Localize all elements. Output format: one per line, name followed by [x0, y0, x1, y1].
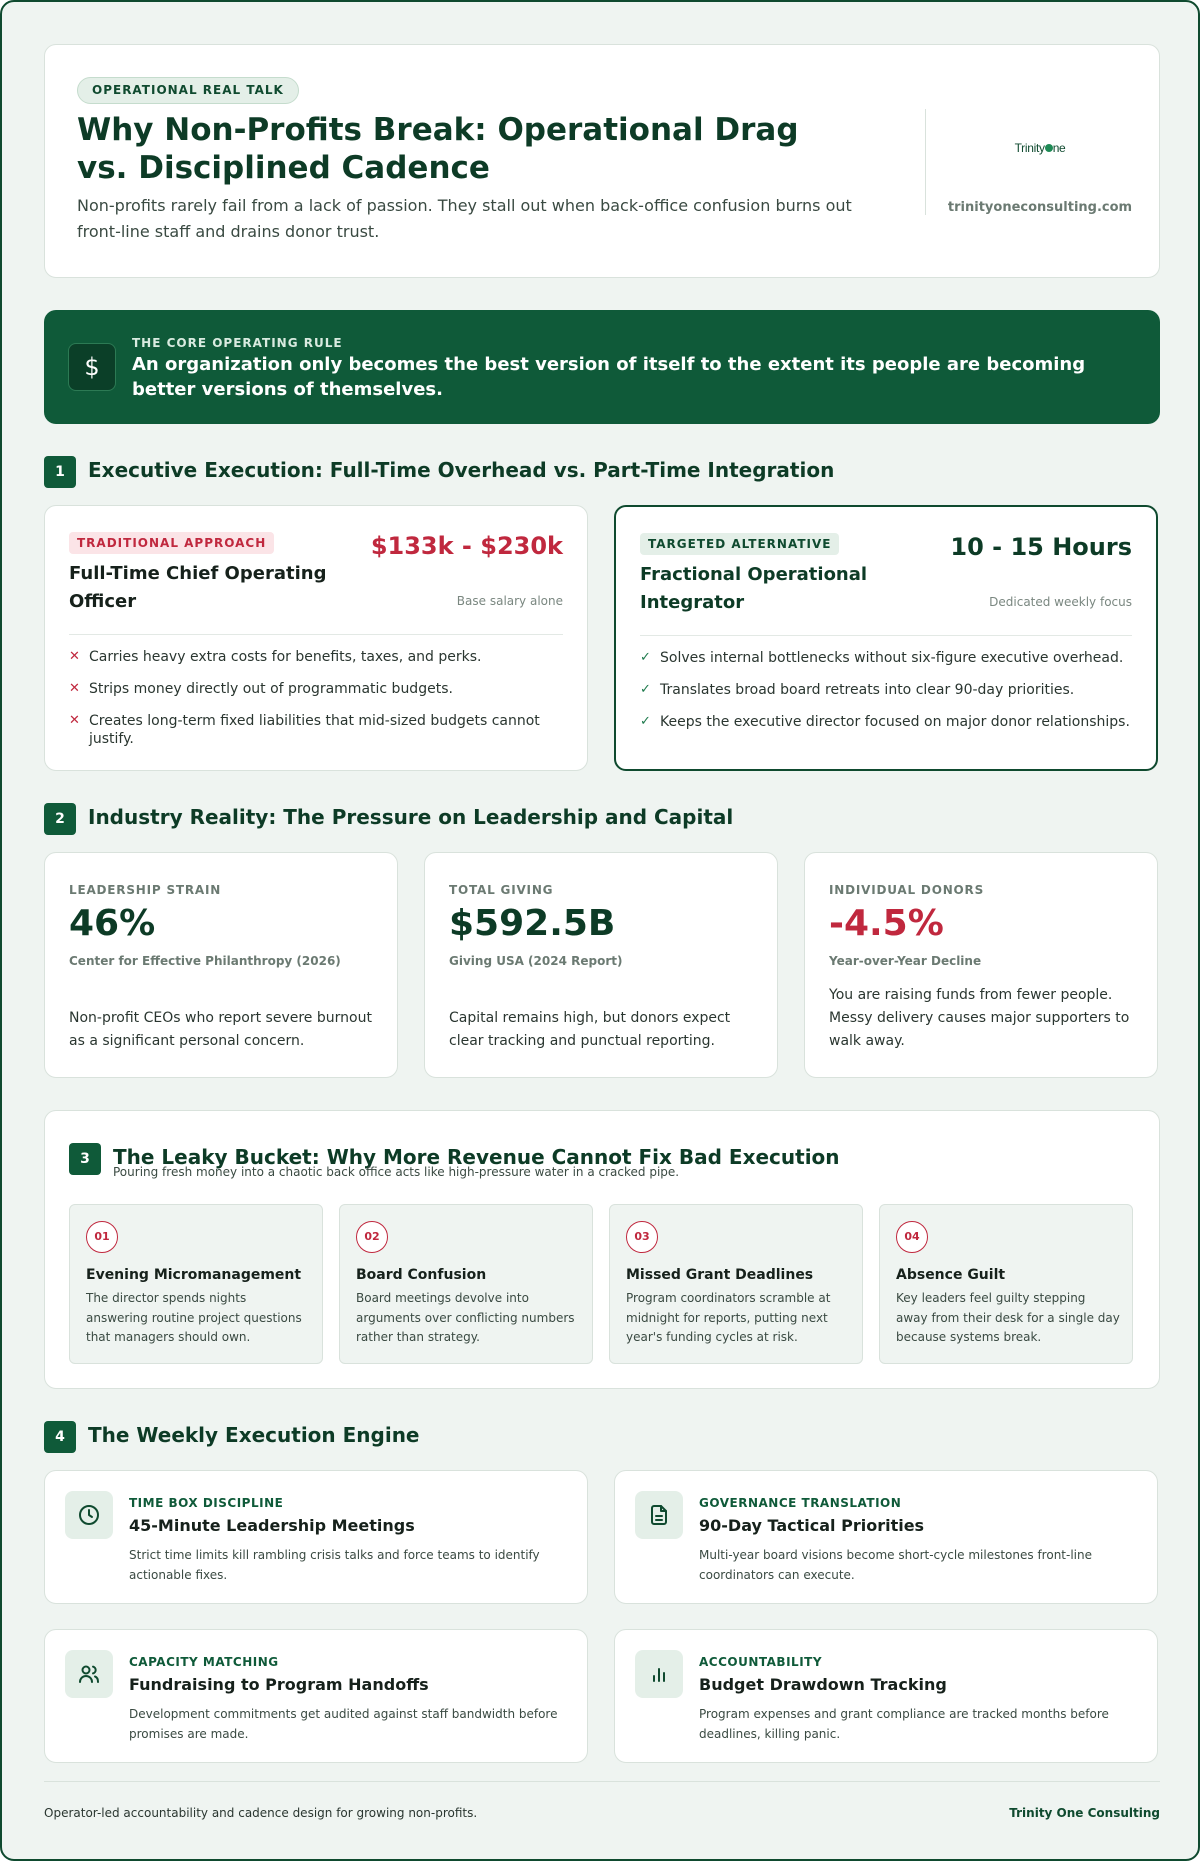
benefit-list [640, 649, 1130, 745]
problem-title: Evening Micromanagement [86, 1267, 302, 1283]
engine-title: Fundraising to Program Handoffs [129, 1675, 429, 1694]
problem-text: Key leaders feel guilty stepping away from their desk for a single day because systems break. [896, 1291, 1120, 1344]
brand-logo: Trinity ne [1014, 141, 1066, 155]
approach-tag: TARGETED ALTERNATIVE [640, 533, 839, 555]
engine-title: Budget Drawdown Tracking [699, 1675, 947, 1694]
problem-card [339, 1204, 593, 1364]
stat-source: Center for Effective Philanthropy (2026) [69, 954, 341, 968]
section-number: 2 [44, 803, 76, 835]
stat-value: $592.5B [449, 903, 616, 944]
problem-number: 04 [896, 1221, 928, 1253]
problem-title: Board Confusion [356, 1267, 487, 1283]
engine-card [44, 1629, 588, 1763]
list-item: ✓ Keeps the executive director focused on major donor relationships. [640, 714, 1130, 730]
core-rule-banner [44, 310, 1160, 424]
engine-title: 90-Day Tactical Priorities [699, 1516, 925, 1535]
stat-description: Non-profit CEOs who report severe burnout as a significant personal concern. [69, 1010, 372, 1049]
problem-card [609, 1204, 863, 1364]
divider [640, 635, 1132, 636]
engine-kicker: TIME BOX DISCIPLINE [129, 1496, 284, 1510]
problem-text: Program coordinators scramble at midnight for reports, putting next year's funding cycles at risk. [626, 1291, 831, 1344]
engine-kicker: ACCOUNTABILITY [699, 1655, 823, 1669]
engine-kicker: CAPACITY MATCHING [129, 1655, 279, 1669]
approach-price: 10 - 15 Hours [950, 533, 1132, 561]
engine-card [44, 1470, 588, 1604]
engine-text: Development commitments get audited against staff bandwidth before promises are made. [129, 1707, 558, 1741]
check-icon: ✓ [640, 682, 651, 697]
check-icon: ✓ [640, 650, 651, 665]
stat-value: 46% [69, 903, 156, 944]
engine-text: Strict time limits kill rambling crisis talks and force teams to identify actionable fixes. [129, 1548, 540, 1582]
engine-text: Program expenses and grant compliance are tracked months before deadlines, killing panic. [699, 1707, 1109, 1741]
approach-title: Fractional Operational Integrator [640, 564, 868, 613]
list-item: ✓ Translates broad board retreats into clear 90-day priorities. [640, 682, 1075, 698]
problem-number: 02 [356, 1221, 388, 1253]
stat-description: Capital remains high, but donors expect clear tracking and punctual reporting. [449, 1010, 731, 1049]
stat-card-leadership [44, 852, 398, 1078]
engine-kicker: GOVERNANCE TRANSLATION [699, 1496, 902, 1510]
problem-number: 01 [86, 1221, 118, 1253]
section-title: The Leaky Bucket: Why More Revenue Cannot Fix Bad Execution [113, 1145, 840, 1169]
stat-card-donors [804, 852, 1158, 1078]
problem-title: Missed Grant Deadlines [626, 1267, 814, 1283]
engine-text: Multi-year board visions become short-cycle milestones front-line coordinators can execute. [699, 1548, 1092, 1582]
section-title: Executive Execution: Full-Time Overhead vs. Part-Time Integration [88, 458, 835, 482]
list-item: ✕ Carries heavy extra costs for benefits, taxes, and perks. [69, 649, 482, 665]
section-title: The Weekly Execution Engine [88, 1423, 420, 1447]
footer-brand: Trinity One Consulting [1009, 1806, 1160, 1820]
engine-card [614, 1629, 1158, 1763]
leaky-bucket-card [44, 1110, 1160, 1389]
divider [69, 634, 563, 635]
problem-card [69, 1204, 323, 1364]
traditional-approach-card [44, 505, 588, 771]
approach-note: Base salary alone [456, 594, 563, 608]
stat-label: INDIVIDUAL DONORS [829, 883, 985, 897]
approach-price: $133k - $230k [370, 532, 563, 560]
problem-card [879, 1204, 1133, 1364]
page-title: Why Non-Profits Break: Operational Drag vs. Disciplined Cadence [77, 112, 799, 186]
document-icon [635, 1491, 683, 1539]
problem-number: 03 [626, 1221, 658, 1253]
x-icon: ✕ [69, 649, 80, 664]
page-subtitle: Non-profits rarely fail from a lack of passion. They stall out when back-office confusion burns out front-line staff and drains donor trust. [77, 196, 852, 241]
targeted-alternative-card [614, 505, 1158, 771]
check-icon: ✓ [640, 714, 651, 729]
problem-text: Board meetings devolve into arguments over conflicting numbers rather than strategy. [356, 1291, 575, 1344]
section-subtitle: Pouring fresh money into a chaotic back office acts like high-pressure water in a cracked pipe. [113, 1165, 680, 1179]
core-rule-text: An organization only becomes the best version of itself to the extent its people are becoming better versions of themselves. [132, 354, 1086, 400]
dollar-icon: $ [68, 343, 116, 391]
header-divider [925, 109, 926, 215]
section-number: 4 [44, 1421, 76, 1453]
stat-source: Year-over-Year Decline [829, 954, 982, 968]
engine-title: 45-Minute Leadership Meetings [129, 1516, 415, 1535]
stat-source: Giving USA (2024 Report) [449, 954, 623, 968]
section-number: 3 [69, 1143, 101, 1175]
list-item: ✕ Strips money directly out of programmatic budgets. [69, 681, 453, 697]
cost-list [69, 648, 559, 762]
list-item: ✓ Solves internal bottlenecks without six-figure executive overhead. [640, 650, 1124, 666]
header-pill: OPERATIONAL REAL TALK [77, 77, 299, 104]
core-rule-kicker: THE CORE OPERATING RULE [132, 336, 343, 350]
approach-tag: TRADITIONAL APPROACH [69, 532, 274, 554]
header-card [44, 44, 1160, 278]
clock-icon [65, 1491, 113, 1539]
website-link[interactable]: trinityoneconsulting.com [947, 200, 1133, 215]
footer-tagline: Operator-led accountability and cadence design for growing non-profits. [44, 1806, 478, 1820]
section-number: 1 [44, 456, 76, 488]
section-title: Industry Reality: The Pressure on Leadership and Capital [88, 805, 734, 829]
engine-card [614, 1470, 1158, 1604]
approach-note: Dedicated weekly focus [989, 595, 1132, 609]
stat-description: You are raising funds from fewer people. Messy delivery causes major supporters to walk away. [829, 987, 1130, 1049]
stat-value: -4.5% [829, 903, 944, 944]
problem-title: Absence Guilt [896, 1267, 1006, 1283]
footer-divider [44, 1781, 1160, 1782]
stat-label: TOTAL GIVING [449, 883, 554, 897]
logo-o-mark [1045, 144, 1053, 152]
stat-card-giving [424, 852, 778, 1078]
bar-chart-icon [635, 1650, 683, 1698]
approach-title: Full-Time Chief Operating Officer [69, 563, 327, 612]
content [44, 44, 1160, 1820]
problem-text: The director spends nights answering routine project questions that managers should own. [86, 1291, 302, 1344]
users-icon [65, 1650, 113, 1698]
list-item: ✕ Creates long-term fixed liabilities that mid-sized budgets cannot justify. [69, 713, 540, 747]
x-icon: ✕ [69, 681, 80, 696]
stat-label: LEADERSHIP STRAIN [69, 883, 222, 897]
x-icon: ✕ [69, 713, 80, 728]
